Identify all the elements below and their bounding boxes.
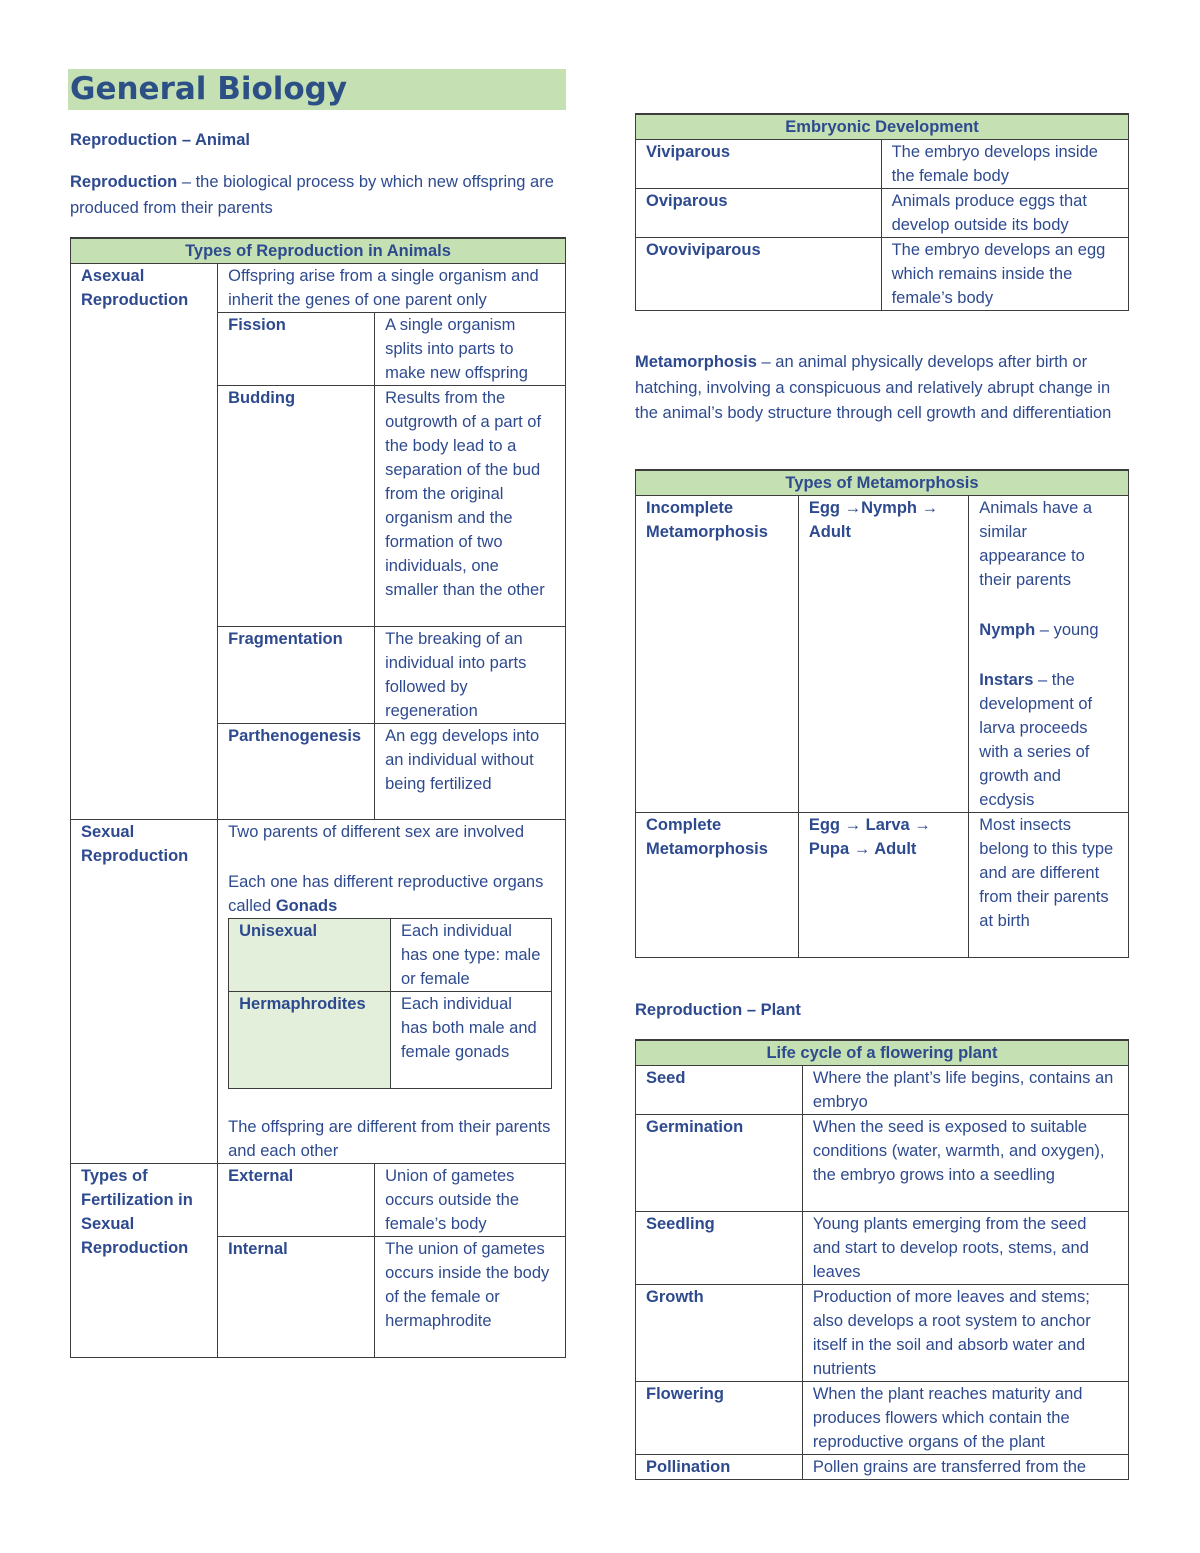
term-seedling: Seedling (636, 1212, 803, 1285)
asexual-label: Asexual Reproduction (71, 264, 218, 820)
incomplete-desc (969, 496, 1129, 813)
term-budding: Budding (218, 386, 375, 627)
desc-internal: The union of gametes occurs inside the body of the female or hermaphrodite (375, 1237, 566, 1358)
table-header: Types of Metamorphosis (636, 470, 1129, 496)
desc-seedling: Young plants emerging from the seed and start to develop roots, stems, and leaves (802, 1212, 1128, 1285)
term-seed: Seed (636, 1066, 803, 1115)
section-heading-animal: Reproduction – Animal (70, 131, 250, 149)
desc-budding: Results from the outgrowth of a part of the body lead to a separation of the bud from the original organism and the formation of two individuals, one smaller than the other (375, 386, 566, 627)
term-fragmentation: Fragmentation (218, 627, 375, 724)
desc-hermaphrodites: Each individual has both male and female gonads (390, 992, 551, 1089)
definition-term: Reproduction (70, 173, 178, 191)
sexual-desc-3: The offspring are different from their parents and each other (228, 1118, 551, 1160)
desc-oviparous: Animals produce eggs that develop outside its body (881, 189, 1128, 238)
desc-external: Union of gametes occurs outside the female’s body (375, 1164, 566, 1237)
nymph-text: – young (1035, 621, 1099, 639)
instars-note (979, 668, 1118, 812)
term-pollination: Pollination (636, 1455, 803, 1480)
fertilization-label: Types of Fertilization in Sexual Reproduction (71, 1164, 218, 1358)
sex-types-table (228, 918, 552, 1089)
sexual-desc-1: Two parents of different sex are involved (228, 823, 525, 841)
desc-fission: A single organism splits into parts to make new offspring (375, 313, 566, 386)
plant-lifecycle-table (635, 1039, 1129, 1480)
reproduction-types-table (70, 237, 566, 1358)
incomplete-stages: Egg →Nymph → Adult (798, 496, 968, 813)
table-header: Types of Reproduction in Animals (71, 238, 566, 264)
instars-term: Instars (979, 671, 1034, 689)
desc-ovoviviparous: The embryo develops an egg which remains inside the female’s body (881, 238, 1128, 311)
term-hermaphrodites: Hermaphrodites (229, 992, 391, 1089)
term-fission: Fission (218, 313, 375, 386)
metamorphosis-definition (635, 350, 1135, 427)
term-external: External (218, 1164, 375, 1237)
desc-growth: Production of more leaves and stems; also develops a root system to anchor itself in the soil and absorb water and nutrients (802, 1285, 1128, 1382)
term-germination: Germination (636, 1115, 803, 1212)
section-heading-plant: Reproduction – Plant (635, 1001, 801, 1019)
incomplete-label: Incomplete Metamorphosis (636, 496, 799, 813)
definition-text: – the biological process by which new offspring are produced from their parents (70, 173, 554, 217)
instars-text: – the development of larva proceeds with a series of growth and ecdysis (979, 671, 1093, 809)
sexual-desc (218, 820, 566, 1164)
desc-flowering: When the plant reaches maturity and produces flowers which contain the reproductive organs of the plant (802, 1382, 1128, 1455)
table-header: Embryonic Development (636, 114, 1129, 140)
metamorphosis-text: – an animal physically develops after birth or hatching, involving a conspicuous and relatively abrupt change in the animal’s body structure through cell growth and differentiation (635, 353, 1112, 422)
gonads-text: Each one has different reproductive organs called (228, 873, 544, 915)
term-parthenogenesis: Parthenogenesis (218, 724, 375, 820)
term-ovoviviparous: Ovoviviparous (636, 238, 882, 311)
desc-parthenogenesis: An egg develops into an individual without being fertilized (375, 724, 566, 820)
desc-fragmentation: The breaking of an individual into parts followed by regeneration (375, 627, 566, 724)
sexual-label: Sexual Reproduction (71, 820, 218, 1164)
nymph-term: Nymph (979, 621, 1036, 639)
nymph-note (979, 618, 1118, 642)
metamorphosis-term: Metamorphosis (635, 353, 757, 371)
incomplete-desc-text: Animals have a similar appearance to their parents (979, 499, 1093, 589)
desc-seed: Where the plant’s life begins, contains an embryo (802, 1066, 1128, 1115)
complete-desc: Most insects belong to this type and are different from their parents at birth (969, 813, 1129, 958)
metamorphosis-table (635, 469, 1129, 958)
term-viviparous: Viviparous (636, 140, 882, 189)
embryonic-table (635, 113, 1129, 311)
term-oviparous: Oviparous (636, 189, 882, 238)
sexual-desc-2 (228, 870, 555, 918)
desc-viviparous: The embryo develops inside the female body (881, 140, 1128, 189)
reproduction-definition (70, 170, 570, 221)
table-header: Life cycle of a flowering plant (636, 1040, 1129, 1066)
term-internal: Internal (218, 1237, 375, 1358)
gonads-term: Gonads (275, 897, 338, 915)
desc-pollination: Pollen grains are transferred from the (802, 1455, 1128, 1480)
term-unisexual: Unisexual (229, 919, 391, 992)
desc-germination: When the seed is exposed to suitable conditions (water, warmth, and oxygen), the embryo grows into a seedling (802, 1115, 1128, 1212)
desc-unisexual: Each individual has one type: male or female (390, 919, 551, 992)
complete-label: Complete Metamorphosis (636, 813, 799, 958)
page-title: General Biology (68, 69, 566, 110)
term-flowering: Flowering (636, 1382, 803, 1455)
term-growth: Growth (636, 1285, 803, 1382)
complete-stages: Egg → Larva → Pupa → Adult (798, 813, 968, 958)
asexual-desc: Offspring arise from a single organism and inherit the genes of one parent only (218, 264, 566, 313)
